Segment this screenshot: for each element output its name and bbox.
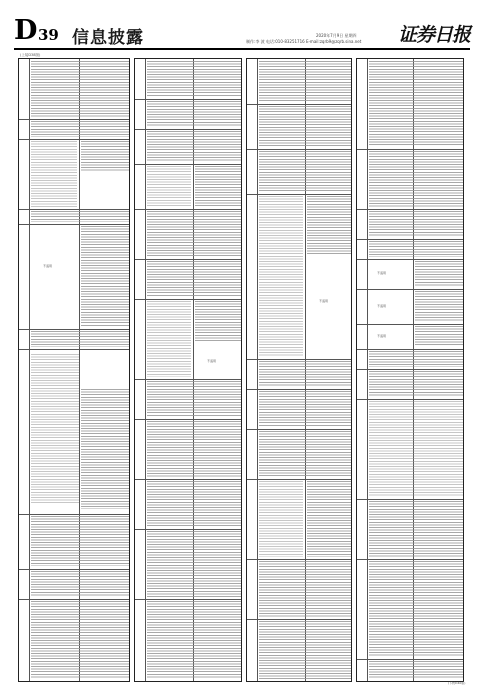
empty-cell: 不适用 bbox=[207, 359, 217, 363]
text-block bbox=[147, 211, 241, 257]
text-block bbox=[259, 621, 351, 679]
date-line: 2020年7月9日 星期四 bbox=[316, 33, 357, 38]
table-row bbox=[357, 659, 463, 660]
text-block bbox=[369, 61, 463, 147]
table-row bbox=[135, 479, 241, 480]
table-row bbox=[135, 379, 241, 380]
table-row bbox=[135, 529, 241, 530]
text-block bbox=[259, 361, 351, 387]
text-block bbox=[259, 196, 303, 356]
table-row bbox=[357, 559, 463, 560]
text-block bbox=[147, 381, 241, 417]
table-row bbox=[357, 499, 463, 500]
empty-cell: 不适用 bbox=[377, 334, 387, 338]
table-row bbox=[357, 324, 463, 325]
text-block bbox=[147, 261, 241, 297]
text-block bbox=[369, 401, 463, 497]
table-row bbox=[357, 349, 463, 350]
text-block bbox=[369, 151, 463, 207]
table-row bbox=[135, 299, 241, 300]
text-block bbox=[31, 571, 129, 597]
text-block bbox=[147, 531, 241, 597]
empty-cell: 不适用 bbox=[43, 264, 53, 268]
table-row bbox=[247, 429, 351, 430]
table-row bbox=[19, 119, 129, 120]
table-row bbox=[247, 389, 351, 390]
text-block bbox=[259, 431, 351, 477]
page-number: 39 bbox=[38, 26, 59, 44]
masthead-logo: 证券日报 bbox=[398, 24, 471, 46]
column-divider bbox=[29, 59, 30, 681]
header-rule bbox=[14, 48, 470, 50]
text-block bbox=[259, 151, 351, 192]
table-row bbox=[19, 514, 129, 515]
text-block bbox=[31, 121, 129, 137]
text-block bbox=[81, 389, 129, 509]
table-row bbox=[247, 104, 351, 105]
text-block bbox=[31, 354, 79, 504]
table-row bbox=[19, 569, 129, 570]
text-block bbox=[81, 141, 129, 171]
column-divider bbox=[145, 59, 146, 681]
text-block bbox=[31, 331, 129, 347]
text-block bbox=[81, 226, 129, 326]
text-block bbox=[147, 421, 241, 477]
text-block bbox=[307, 481, 351, 557]
text-block bbox=[259, 61, 351, 102]
table-row bbox=[135, 164, 241, 165]
table-row bbox=[357, 399, 463, 400]
continued-label: (上接D38版) bbox=[20, 53, 41, 57]
text-block bbox=[415, 326, 463, 347]
text-block bbox=[31, 141, 77, 207]
table-row bbox=[135, 99, 241, 100]
text-block bbox=[369, 561, 463, 657]
text-block bbox=[147, 166, 191, 207]
text-block bbox=[415, 291, 463, 322]
contact-line: 制作:李 波 电话:010-83251716 E-mail:zqrb9@zqrb.sina.net bbox=[246, 39, 362, 44]
text-block bbox=[369, 371, 463, 397]
table-row bbox=[19, 599, 129, 600]
table-row bbox=[135, 259, 241, 260]
text-block bbox=[369, 241, 463, 257]
continued-footer: (下转D40版) bbox=[448, 681, 466, 685]
text-block bbox=[415, 261, 463, 287]
table-row bbox=[357, 369, 463, 370]
empty-cell: 不适用 bbox=[377, 271, 387, 275]
text-block bbox=[147, 601, 241, 679]
text-block bbox=[31, 516, 129, 566]
table-row bbox=[19, 139, 129, 140]
text-block bbox=[307, 196, 351, 256]
table-row bbox=[247, 619, 351, 620]
text-block bbox=[369, 211, 463, 237]
table-column-4 bbox=[356, 58, 464, 682]
table-row bbox=[357, 259, 463, 260]
text-block bbox=[259, 106, 351, 147]
text-block bbox=[147, 481, 241, 527]
text-block bbox=[369, 501, 463, 557]
table-row bbox=[247, 149, 351, 150]
page-header bbox=[0, 0, 484, 50]
table-row bbox=[19, 329, 129, 330]
table-row bbox=[135, 599, 241, 600]
text-block bbox=[31, 601, 129, 679]
text-block bbox=[31, 61, 129, 117]
text-block bbox=[259, 481, 303, 557]
table-row bbox=[19, 349, 129, 350]
table-row bbox=[19, 224, 129, 225]
table-row bbox=[357, 149, 463, 150]
table-column-3 bbox=[246, 58, 352, 682]
text-block bbox=[195, 301, 241, 341]
table-column-2 bbox=[134, 58, 242, 682]
table-row bbox=[19, 209, 129, 210]
text-block bbox=[369, 351, 463, 367]
text-block bbox=[259, 561, 351, 617]
text-block bbox=[259, 391, 351, 427]
text-block bbox=[147, 101, 241, 127]
column-divider bbox=[367, 59, 368, 681]
table-row bbox=[247, 194, 351, 195]
table-column-1 bbox=[18, 58, 130, 682]
table-row bbox=[357, 289, 463, 290]
table-row bbox=[247, 359, 351, 360]
text-block bbox=[147, 301, 191, 377]
table-row bbox=[357, 209, 463, 210]
table-row bbox=[247, 559, 351, 560]
text-block bbox=[147, 61, 241, 97]
text-block bbox=[195, 166, 241, 207]
table-row bbox=[135, 419, 241, 420]
empty-cell: 不适用 bbox=[319, 299, 329, 303]
table-row bbox=[135, 129, 241, 130]
text-block bbox=[147, 131, 241, 162]
table-row bbox=[135, 209, 241, 210]
text-block bbox=[31, 211, 129, 222]
empty-cell: 不适用 bbox=[377, 304, 387, 308]
column-divider bbox=[257, 59, 258, 681]
table-row bbox=[247, 479, 351, 480]
page-letter: D bbox=[14, 15, 38, 46]
table-row bbox=[357, 239, 463, 240]
text-block bbox=[369, 661, 463, 679]
section-title: 信息披露 bbox=[72, 28, 144, 48]
